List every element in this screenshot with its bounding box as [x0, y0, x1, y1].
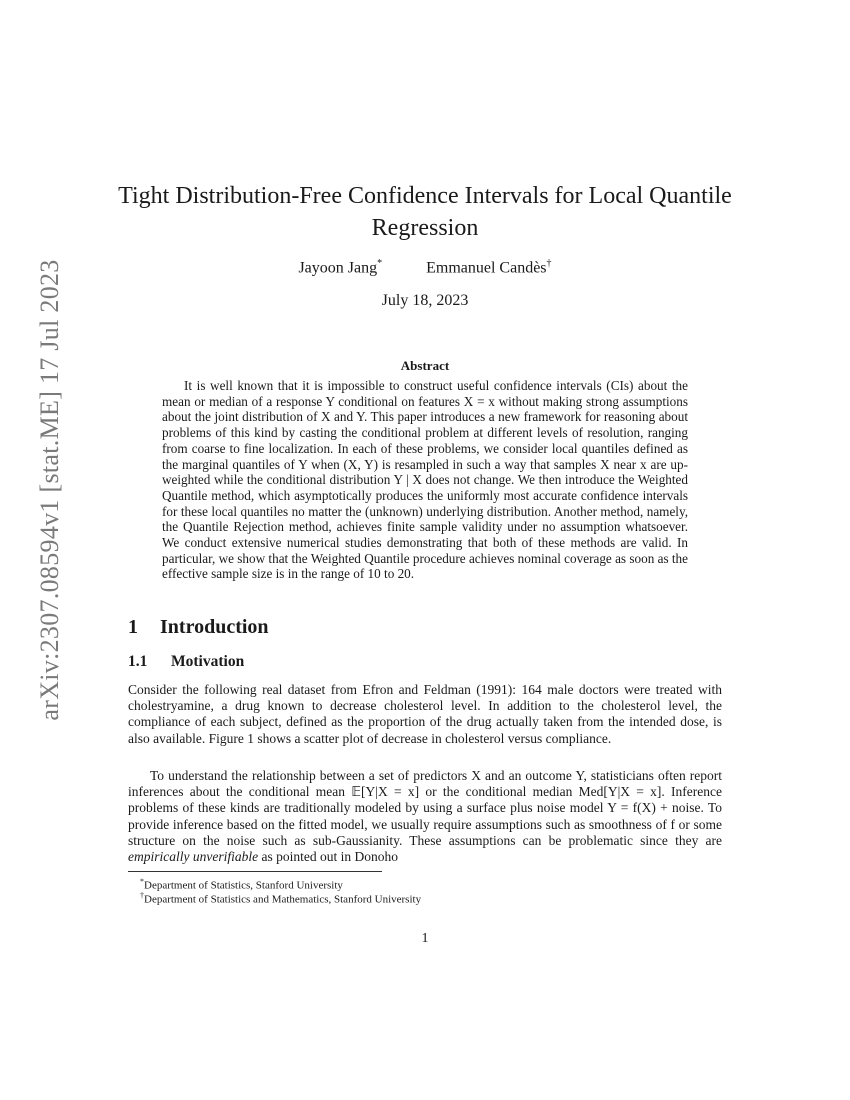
footnote-mark: *	[140, 877, 144, 886]
author-list	[0, 258, 850, 277]
emphasized-text: empirically unverifiable	[128, 849, 259, 865]
section-number: 1	[128, 616, 138, 638]
paragraph-text: as pointed out in Donoho	[258, 849, 398, 865]
author-candes	[426, 258, 551, 277]
footnote-2	[140, 889, 421, 907]
paragraph-text: To understand the relationship between a set of predictors X and an outcome Y, statisticians often report inferences about the conditional mean 𝔼[Y|X = x] or the conditional median Med[Y|X = x]. Inference problems of these kinds are traditionally modeled by using a surface plus noise model Y = f(X) + noise. To provide inference based on the fitted model, we usually require assumptions such as smoothness of f or some structure on the noise such as sub-Gaussianity. These assumptions can be problematic since they are	[128, 768, 722, 848]
abstract-heading: Abstract	[400, 358, 450, 373]
author-footnote-mark: †	[546, 258, 552, 269]
subsection-heading	[128, 653, 244, 671]
body-paragraph-1: Consider the following real dataset from Efron and Feldman (1991): 164 male doctors were treated with cholestryamine, a drug known to decrease cholesterol level. In addition to the cholesterol level, the compliance of each subject, defined as the proportion of the drug actually taken from the intended dose, is also available. Figure 1 shows a scatter plot of decrease in cholesterol versus compliance.	[128, 682, 722, 746]
footnote-rule	[128, 871, 382, 872]
author-footnote-mark: *	[377, 258, 383, 269]
paper-date: July 18, 2023	[381, 292, 469, 309]
footnote-text: Department of Statistics, Stanford University	[144, 879, 343, 892]
footnote-mark: †	[140, 891, 144, 900]
author-jang	[298, 258, 382, 277]
arxiv-identifier: arXiv:2307.08594v1 [stat.ME] 17 Jul 2023	[35, 259, 64, 721]
paper-title: Tight Distribution-Free Confidence Intervals for Local Quantile Regression	[118, 183, 732, 241]
footnote-text: Department of Statistics and Mathematics, Stanford University	[144, 893, 422, 906]
section-heading	[128, 616, 269, 639]
page-number: 1	[421, 931, 429, 946]
author-name: Jayoon Jang	[298, 259, 378, 277]
abstract-text: It is well known that it is impossible to construct useful confidence intervals (CIs) about the mean or median of a response Y conditional on features X = x without making strong assumptions about the joint distribution of X and Y. This paper introduces a new framework for reasoning about problems of this kind by casting the conditional problem at different levels of resolution, ranging from coarse to fine localization. In each of these problems, we consider local quantiles defined as the marginal quantiles of Y when (X, Y) is resampled in such a way that samples X near x are up-weighted while the conditional distribution Y | X does not change. We then introduce the Weighted Quantile method, which asymptotically produces the uniformly most accurate confidence intervals for these local quantiles no matter the (unknown) underlying distribution. Another method, namely, the Quantile Rejection method, achieves finite sample validity under no assumption whatsoever. We conduct extensive numerical studies demonstrating that both of these methods are valid. In particular, we show that the Weighted Quantile procedure achieves nominal coverage as soon as the effective sample size is in the range of 10 to 20.	[162, 378, 688, 582]
body-paragraph-2	[128, 768, 722, 865]
subsection-title: Motivation	[171, 653, 245, 670]
subsection-number: 1.1	[128, 653, 148, 670]
section-title: Introduction	[160, 616, 269, 638]
author-name: Emmanuel Candès	[426, 259, 547, 277]
